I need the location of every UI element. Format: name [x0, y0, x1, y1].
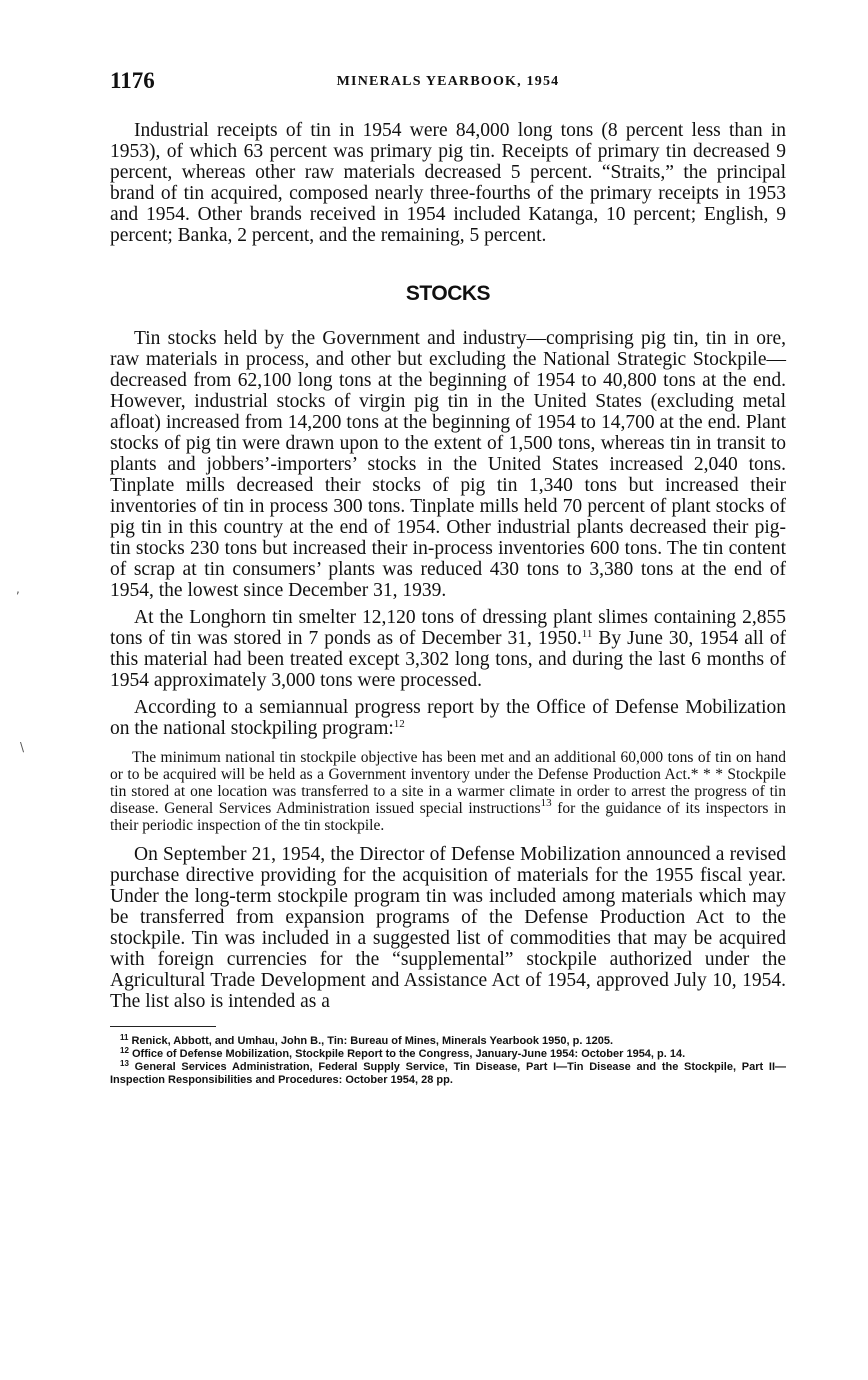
footnote-number: 11	[120, 1033, 129, 1042]
footnote-13	[110, 1061, 786, 1087]
footnote-11	[110, 1035, 786, 1048]
page-number: 1176	[110, 68, 155, 93]
section-heading-stocks: STOCKS	[405, 282, 491, 305]
block-quote	[110, 749, 786, 834]
page-header	[110, 68, 786, 98]
paragraph-text: According to a semiannual progress report by the Office of Defense Mobilization on the national stockpiling program:	[110, 697, 786, 739]
stocks-paragraph-2	[110, 607, 786, 691]
footnotes	[110, 1035, 786, 1087]
footnote-12	[110, 1048, 786, 1061]
footnote-text: Office of Defense Mobilization, Stockpile Report to the Congress, January-June 1954: October 1954, p. 14.	[131, 1048, 686, 1060]
scan-artifact-mark: ,	[16, 582, 20, 596]
footnote-text: Renick, Abbott, and Umhau, John B., Tin: Bureau of Mines, Minerals Yearbook 1950, p. 1205.	[131, 1035, 613, 1047]
footnote-divider	[110, 1026, 216, 1027]
paragraph-text: By June 30, 1954 all of this material had been treated except 3,302 long tons, and during the last 6 months of 1954 approximately 3,000 tons were processed.	[110, 628, 786, 691]
scan-artifact-mark: \	[20, 740, 25, 754]
intro-paragraph: Industrial receipts of tin in 1954 were 84,000 long tons (8 percent less than in 1953), of which 63 percent was primary pig tin. Receipts of primary tin decreased 9 percent, whereas other raw materials decreased 5 percent. “Straits,” the principal brand of tin acquired, composed nearly three-fourths of the primary receipts in 1953 and 1954. Other brands received in 1954 included Katanga, 10 percent; English, 9 percent; Banka, 2 percent, and the remaining, 5 percent.	[110, 120, 786, 246]
paragraph-text: At the Longhorn tin smelter 12,120 tons of dressing plant slimes containing 2,855 tons of tin was stored in 7 ponds as of December 31, 1950.	[110, 607, 786, 649]
stocks-paragraph-1: Tin stocks held by the Government and industry—comprising pig tin, tin in ore, raw materials in process, and other but excluding the National Strategic Stockpile—decreased from 62,100 long tons at the beginning of 1954 to 40,800 tons at the end. However, industrial stocks of virgin pig tin in the United States (excluding metal afloat) increased from 14,200 tons at the beginning of 1954 to 14,700 at the end. Plant stocks of pig tin were drawn upon to the extent of 1,500 tons, whereas tin in transit to plants and jobbers’-importers’ stocks in the United States increased 2,040 tons. Tinplate mills decreased their stocks of pig tin 1,340 tons but increased their inventories of tin in process 300 tons. Tinplate mills held 70 percent of plant stocks of pig tin in this country at the end of 1954. Other industrial plants decreased their pig-tin stocks 230 tons but increased their in-process inventories 600 tons. The tin content of scrap at tin consumers’ plants was reduced 430 tons to 3,380 tons at the end of 1954, the lowest since December 31, 1939.	[110, 328, 786, 601]
footnote-ref-12: 12	[393, 718, 405, 730]
footnote-text: General Services Administration, Federal Supply Service, Tin Disease, Part I—Tin Disease and the Stockpile, Part II—Inspection Responsibilities and Procedures: October 1954, 28 pp.	[110, 1061, 786, 1086]
footnote-number: 12	[120, 1046, 129, 1055]
quote-text: for the guidance of its inspectors in their periodic inspection of the tin stockpile.	[110, 800, 786, 834]
stocks-paragraph-4: On September 21, 1954, the Director of Defense Mobilization announced a revised purchase directive providing for the acquisition of materials for the 1955 fiscal year. Under the long-term stockpile program tin was included among materials which may be transferred from expansion programs of the Defense Production Act to the stockpile. Tin was included in a suggested list of commodities that may be acquired with foreign currencies for the “supplemental” stockpile authorized under the Agricultural Trade Development and Assistance Act of 1954, approved July 10, 1954. The list also is intended as a	[110, 844, 786, 1012]
footnote-ref-11: 11	[581, 628, 593, 640]
quote-text: The minimum national tin stockpile objective has been met and an additional 60,000 tons of tin on hand or to be acquired will be held as a Government inventory under the Defense Production Act.* * * Stockpile tin stored at one location was transferred to a site in a warmer climate in order to arrest the progress of tin disease. General Services Administration issued special instructions	[110, 749, 786, 817]
document-page	[110, 68, 786, 1087]
running-title: MINERALS YEARBOOK, 1954	[336, 74, 560, 89]
footnote-ref-13: 13	[540, 797, 552, 809]
stocks-paragraph-3	[110, 697, 786, 739]
footnote-number: 13	[120, 1059, 129, 1068]
